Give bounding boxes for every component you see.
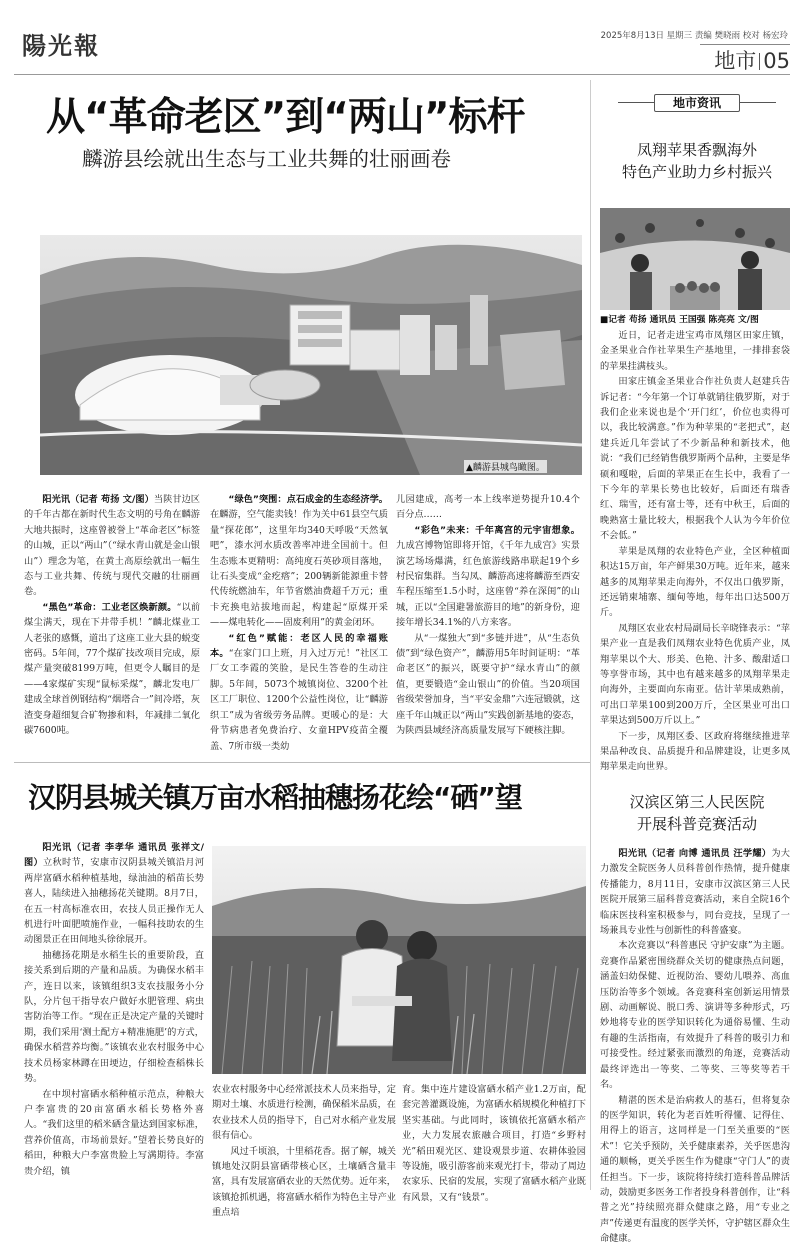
- second-col2-text: 农业农村服务中心经常派技术人员来指导，定期对土壤、水质进行检测，确保稻米品质，在农业技术人员的指导下，自己对水稻产业发展很有信心。: [212, 1084, 396, 1142]
- page-number: 05: [763, 49, 790, 73]
- section-tag: [700, 45, 790, 75]
- rail-story1-p4: 凤翔区农业农村局副局长辛晓锋表示：“苹果产业一直是我们凤翔农业特色优质产业，凤翔苹果以个大、形美、色艳、汁多、酸甜适口等享誉市场，其中也有越来越多的凤翔苹果走向海外，主要面向东南亚。估计苹果成熟前，可出口苹果100到200万斤，全区果业可出口苹果达到500万斤以上。”: [600, 622, 790, 727]
- rail-story1-p2: 田家庄镇金圣果业合作社负责人赵建兵告诉记者：“今年第一个订单就销往俄罗斯，对于我们企业来说也是个‘开门红’，价位也卖得可以，我比较满意。”作为种苹果的“老把式”，赵建兵近几年尝试了不少新品种和新技术，他说：“我们已经销售俄罗斯两个品种，主要是华硕和嘎啦，后面的苹果正在生长中，我看了一下今年的苹果长势也比较好，后面还有瑞香红、瑞雪，还有富士等，还有中秋王，后面的晚熟富士量比较大，根据我个人认为今年价位不会低。”: [600, 376, 790, 542]
- lead-subhead-green: “绿色”突围：点石成金的生态经济学。: [228, 494, 388, 505]
- rail-story2-title-line1: 汉滨区第三人民医院: [629, 793, 765, 811]
- mid-rule: [14, 762, 590, 763]
- second-col2-para: 风过千顷浪，十里稻花香。据了解，城关镇地处汉阴县富硒带核心区，土壤硒含量丰富，具有发展富硒农业的天然优势。近年来，该镇抢抓机遇，将富硒水稻作为特色主导产业重点培: [212, 1145, 396, 1219]
- lead-photo-aerial: [40, 235, 582, 475]
- second-column-2: [212, 1082, 396, 1219]
- lead-subhead-color: “彩色”未来：千年离宫的元宇宙想象。: [414, 524, 580, 536]
- lead-column-1: [24, 492, 200, 760]
- section-name: 地市: [714, 49, 757, 73]
- second-intro: 立秋时节，安康市汉阴县城关镇沿月河两岸富硒水稻种植基地，绿油油的稻苗长势喜人，陆续进入抽穗扬花关键期。8月7日，在五一村高标准农田，农技人员正操作无人机进行叶面肥喷施作业，一幅科技助农的生动图景正在田间地头徐徐展开。: [24, 857, 205, 946]
- rail-story1-credit: ■记者 苟扬 通讯员 王国强 陈亮亮 文/图: [600, 315, 759, 325]
- aerial-city-image: [40, 235, 582, 475]
- lead-text-green: 在麟游，空气能卖钱！作为关中61县空气质量“探花郎”，这里年均340天呼吸“天然氧吧”，漆水河水质改善率冲进全国前十。但生态账本更精明：高纯度石英砂项目落地，让石头变成“金疙瘩”；200辆新能源重卡替代传统燃油车，年节省燃油费超千万元；重卡充换电站拔地而起，构建起“原煤开采——煤电转化——固废利用”的黄金闭环。: [210, 509, 388, 629]
- rail-section-header: [604, 92, 790, 114]
- apple-harvest-image: [600, 208, 790, 310]
- rail-divider: [590, 80, 591, 1190]
- rail-section-label: 地市资讯: [654, 94, 740, 112]
- lead-closing: 从“一煤独大”到“多链并进”，从“生态负债”到“绿色资产”，麟游用5年时间证明：“革命老区”的振兴，既要守护“绿水青山”的颜值，更要锻造“金山银山”的价值。当20项国省级荣誉加身，当“平安金鼎”六连冠锻就，这座千年山城正以“两山”实践创新基地的姿态，为陕西县域经济高质量发展写下硬核注脚。: [396, 632, 580, 737]
- lead-intro: 当陕甘边区的千年古都在新时代生态文明的号角在麟游大地共振时，这座曾被誉上“革命老区”标签的山城，正以“两山”（“绿水青山就是金山银山”）理念为笔，在黄土高原绘就出一幅生态与工业共舞、传统与现代交融的壮丽画卷。: [24, 494, 200, 598]
- lead-subhead-red: “红色”赋能：老区人民的幸福账本。: [210, 632, 388, 660]
- second-headline: 汉阴县城关镇万亩水稻抽穗扬花绘“硒”望: [28, 781, 522, 814]
- lead-byline: 阳光讯（记者 苟扬 文/图）: [42, 494, 154, 505]
- lead-text-color: 九成宫博物馆即将开馆，《千年九成宫》实景演艺场场爆满，红色旅游线路串联起19个乡村民宿集群。当勾凤、麟游高速将麟游至西安车程压缩至1.5小时，这座曾“养在深闺”的山城，正以“全国避暑旅游目的地”的新身份，迎接年增长34.1%的八方来客。: [396, 540, 580, 629]
- rail-story2-title-line2: 开展科普竞赛活动: [636, 815, 757, 833]
- rail-story1-body: [600, 328, 790, 772]
- lead-photo-caption: ▲麟游县城鸟瞰图。: [464, 460, 547, 473]
- lead-column-2: [210, 492, 388, 760]
- apple-orchard-photo: [600, 208, 790, 310]
- second-byline: 阳光讯（记者 李孝华 通讯员 张祥文/图）: [24, 842, 204, 869]
- lead-headline: 从“革命老区”到“两山”标杆: [46, 95, 525, 140]
- lead-text-red: “在家门口上班，月入过万元！”社区工厂女工李霞的笑脸，是民生答卷的生动注脚。5年间，5073个城镇岗位、3200个社区工厂职位、1200个公益性岗位，让“麟游织工”成为省级劳务品牌。更暖心的是：大骨节病患者免费治疗、女童HPV疫苗全覆盖、7所市级一类幼: [210, 648, 388, 752]
- masthead-logo: 陽光報: [22, 31, 100, 60]
- rail-head-line-right: [740, 102, 776, 103]
- second-para-2: 抽穗扬花期是水稻生长的重要阶段，直接关系到后期的产量和品质。为确保水稻丰产，连日以来，该镇组织3支农技服务小分队，分片包干指导农户做好水肥管理、病虫害防治等工作。“现在正是决定产量的关键时期，我们采用‘测土配方+精准施肥’的方式，确保水稻营养均衡。”该镇农业农村服务中心技术员杨家林蹲在田埂边，仔细检查稻株长势。: [24, 949, 204, 1085]
- second-column-1: [24, 840, 204, 1200]
- rail-story2-byline: 阳光讯（记者 向博 通讯员 汪学耀）: [618, 848, 772, 859]
- rail-head-line-left: [618, 102, 654, 103]
- lead-text-black: “以前煤尘满天，现在下井带手机！”麟北煤业工人老张的感慨，道出了这座工业大县的蜕变密码。5年间，77个煤矿技改项目完成，原煤产量突破8199万吨，但更令人瞩目的是——4家煤矿实现“鼠标采煤”，麟北发电厂建成全球首例钢结构“烟塔合一”间冷塔，灰渣变身超细复合矿物掺和料，年减排二氧化碳7600吨。: [24, 601, 201, 737]
- rail-story2-p1: 为大力激发全院医务人员科普创作热情，提升健康传播能力，8月11日，安康市汉滨区第三人民医院开展第三届科普竞赛活动，来自全院16个临床医技科室积极参与，同台竞技，呈现了一场兼具专业性与创新性的科普盛宴。: [600, 848, 790, 937]
- rail-story2-p3: 精湛的医术是治病救人的基石，但将复杂的医学知识，转化为老百姓听得懂、记得住、用得上的语言，这同样是一门至关重要的“医术”！它关乎预防，关乎健康素养，关乎医患沟通的顺畅，更关乎医生作为健康“守门人”的责任担当。下一步，该院将持续打造科普品牌活动，鼓励更多医务工作者投身科普创作，让“科普之光”持续照亮群众健康之路，用“专业之声”传递更有温度的医学关怀，守护辖区群众生命健康。: [600, 1094, 790, 1245]
- section-bar: [759, 53, 760, 70]
- dateline: 2025年8月13日 星期三 责编 樊晓雨 校对 杨宏玲: [600, 31, 788, 41]
- second-column-3: [402, 1082, 586, 1203]
- second-col3-text: 育。集中连片建设富硒水稻产业1.2万亩，配套完善灌溉设施，为富硒水稻规模化种植打下坚实基础。与此同时，该镇依托富硒水稻产业，大力发展农旅融合项目，打造“乡野村光”稻田观光区、建设观景步道、农耕体验园等设施，吸引游客前来观光打卡，带动了周边农家乐、民宿的发展，实现了富硒水稻产业既有风景，又有“钱景”。: [402, 1084, 586, 1203]
- lead-subheadline: 麟游县绘就出生态与工业共舞的壮丽画卷: [82, 147, 451, 171]
- lead-subhead-black: “黑色”革命：工业老区焕新颜。: [42, 601, 177, 613]
- rail-story1-p3: 苹果是凤翔的农业特色产业，全区种植面积达15万亩，年产鲜果30万吨。近年来，越来越多的凤翔苹果走向海外，不仅出口俄罗斯，还远销柬埔寨、缅甸等地，每年出口达500万斤。: [600, 545, 790, 619]
- second-para-3: 在中坝村富硒水稻种植示范点，种粮大户李富贵的20亩富硒水稻长势格外喜人。“我们这里的稻米硒含量达到国家标准，营养价值高，市场前景好。”望着长势良好的稻田，种粮大户李富贵脸上写满期待。李富贵介绍，镇: [24, 1088, 204, 1177]
- lead-text-cont: 儿园建成，高考一本上线率逆势提升10.4个百分点……: [396, 494, 580, 521]
- top-rule: [14, 74, 790, 75]
- rail-story1-p1: 近日，记者走进宝鸡市凤翔区田家庄镇，金圣果业合作社苹果生产基地里，一排排套袋的苹果挂满枝头。: [600, 330, 790, 372]
- rail-story1-title-line2: 特色产业助力乡村振兴: [621, 163, 772, 181]
- lead-column-3: [396, 492, 580, 760]
- rail-story1-title-line1: 凤翔苹果香飘海外: [636, 141, 757, 159]
- rail-story2-p2: 本次竞赛以“科普惠民 守护安康”为主题。竞赛作品紧密围绕群众关切的健康热点问题，涵盖妇幼保健、近视防治、婴幼儿喂养、高血压防治等多个领域。各竞赛科室创新运用情景剧、动画解说、脱口秀、演讲等多种形式，巧妙地将专业的医学知识转化为通俗易懂、生动有趣的生活指南，有效提升了科普的吸引力和可接受性。经过紧张而激烈的角逐，竞赛活动最终评选出一等奖、二等奖、三等奖等若干名。: [600, 940, 790, 1091]
- farmers-rice-image: [212, 846, 586, 1074]
- rail-story1-p5: 下一步，凤翔区委、区政府将继续推进苹果品种改良、品质提升和品牌建设，让更多凤翔苹果走向世界。: [600, 730, 790, 773]
- rail-story2-body: [600, 846, 790, 1245]
- rice-field-photo: [212, 846, 586, 1074]
